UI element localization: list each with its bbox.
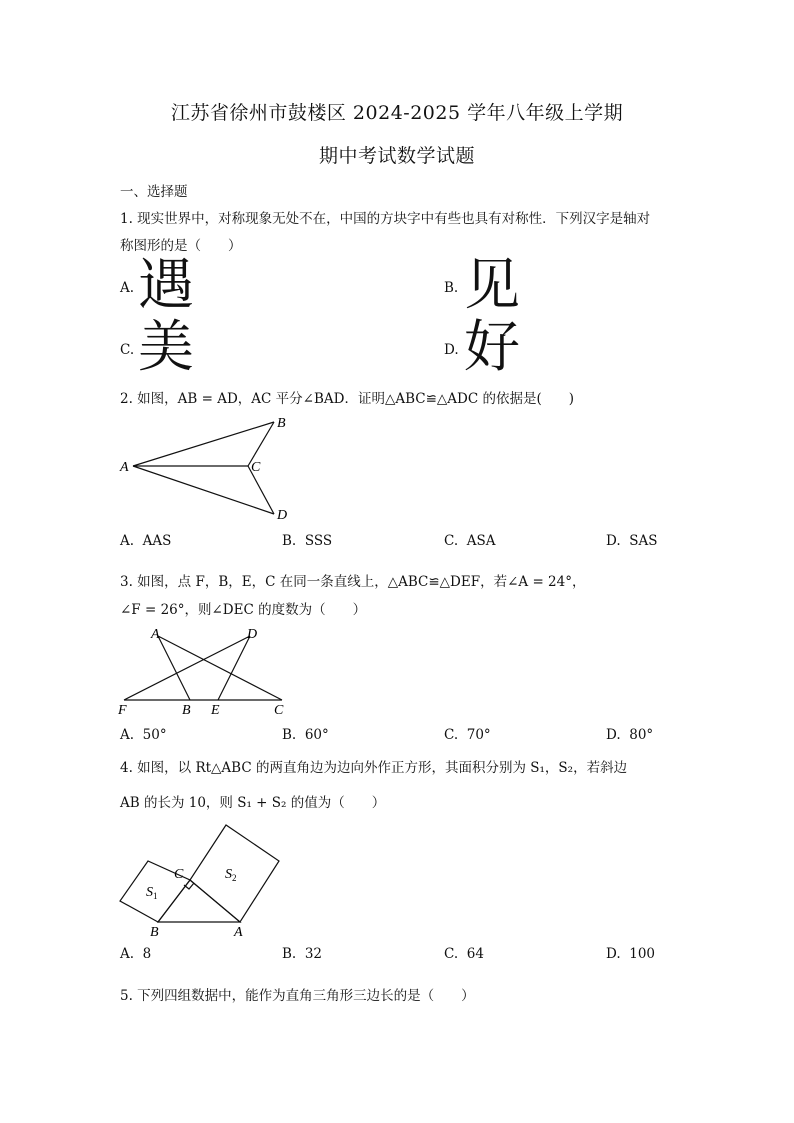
q4-option-b-label: B. [282,946,297,962]
question-4-text-line2: AB 的长为 10，则 S₁ + S₂ 的值为（ ） [120,795,386,811]
q3-segment-df [124,636,250,700]
q1-option-c-char: 美 [138,315,194,380]
q3-label-b: B [182,703,191,718]
question-5-text: 5. 下列四组数据中，能作为直角三角形三边长的是（ ） [120,988,475,1004]
question-3-text-line1: 3. 如图，点 F，B，E，C 在同一条直线上，△ABC≌△DEF，若∠A = 24°， [120,574,586,590]
q2-option-b-label: B. [282,533,297,549]
q3-option-d [606,727,653,743]
q3-segment-de [218,636,250,700]
section-heading: 一、选择题 [120,184,188,200]
q2-figure [110,410,310,522]
q2-option-c-value: ASA [466,533,496,549]
q2-option-a-label: A. [120,533,135,549]
q3-option-c-label: C. [444,727,459,743]
q2-label-d: D [277,508,288,522]
q2-option-a-value: AAS [142,533,172,549]
q4-option-a-label: A. [120,946,135,962]
q4-label-s2: $S_2$ [225,867,237,883]
q3-option-b-label: B. [282,727,297,743]
page-title: 江苏省徐州市鼓楼区 2024-2025 学年八年级上学期 [170,102,624,124]
q3-option-c-value: 70° [466,727,491,743]
q2-option-b-value: SSS [304,533,333,549]
q1-option-a-label: A. [120,280,135,296]
q4-label-s1: $S_1$ [146,885,158,901]
q4-option-c [444,946,484,962]
q3-option-a [120,727,167,743]
q2-option-d-label: D. [606,533,621,549]
q3-option-c [444,727,491,743]
q4-option-c-value: 64 [466,946,484,962]
q3-option-a-value: 50° [142,727,167,743]
q2-label-c: C [251,460,261,475]
q4-option-a [120,946,151,962]
q4-option-d [606,946,655,962]
q1-option-c-label: C. [120,342,135,358]
q3-option-a-label: A. [120,727,135,743]
q3-option-b [282,727,329,743]
q4-option-d-label: D. [606,946,621,962]
q2-label-a: A [120,460,129,475]
q3-label-a: A [151,627,160,642]
question-3-text-line2: ∠F = 26°，则∠DEC 的度数为（ ） [120,602,367,618]
q4-label-a: A [234,925,243,940]
q4-option-c-label: C. [444,946,459,962]
q3-label-d: D [247,627,258,642]
q2-option-a [120,533,171,549]
q2-option-c-label: C. [444,533,459,549]
q2-option-d-value: SAS [629,533,658,549]
q2-label-b: B [277,416,286,431]
q4-right-angle-mark [184,883,194,889]
q4-triangle-abc [158,880,240,922]
q3-option-d-value: 80° [629,727,654,743]
q3-option-b-value: 60° [304,727,329,743]
page-subtitle: 期中考试数学试题 [318,145,475,167]
q3-option-d-label: D. [606,727,621,743]
q3-label-c: C [274,703,284,718]
q4-option-d-value: 100 [629,946,656,962]
q3-label-f: F [118,703,127,718]
q1-option-b-label: B. [444,280,459,296]
q3-segment-ac [158,636,282,700]
question-2-text: 2. 如图，AB = AD，AC 平分∠BAD．证明△ABC≌△ADC 的依据是( ) [120,391,575,407]
q3-segment-ab [158,636,190,700]
q4-option-a-value: 8 [142,946,152,962]
q4-label-b: B [150,925,159,940]
q1-option-d-label: D. [444,342,459,358]
q2-option-d [606,533,657,549]
q1-option-b-char: 见 [464,253,520,318]
q4-label-c: C [174,867,184,882]
q2-option-c [444,533,495,549]
question-1-text-line2: 称图形的是（ ） [120,238,242,254]
question-1-text-line1: 1. 现实世界中，对称现象无处不在，中国的方块字中有些也具有对称性．下列汉字是轴对 [120,211,651,227]
q3-label-e: E [211,703,220,718]
q1-option-d-char: 好 [464,315,520,380]
q4-figure [110,820,300,944]
question-4-text-line1: 4. 如图，以 Rt△ABC 的两直角边为边向外作正方形，其面积分别为 S₁，S₂，若斜边 [120,760,628,776]
q1-option-a-char: 遇 [138,253,194,318]
q4-option-b [282,946,322,962]
q3-figure [110,622,310,718]
q4-option-b-value: 32 [304,946,322,962]
q2-option-b [282,533,332,549]
